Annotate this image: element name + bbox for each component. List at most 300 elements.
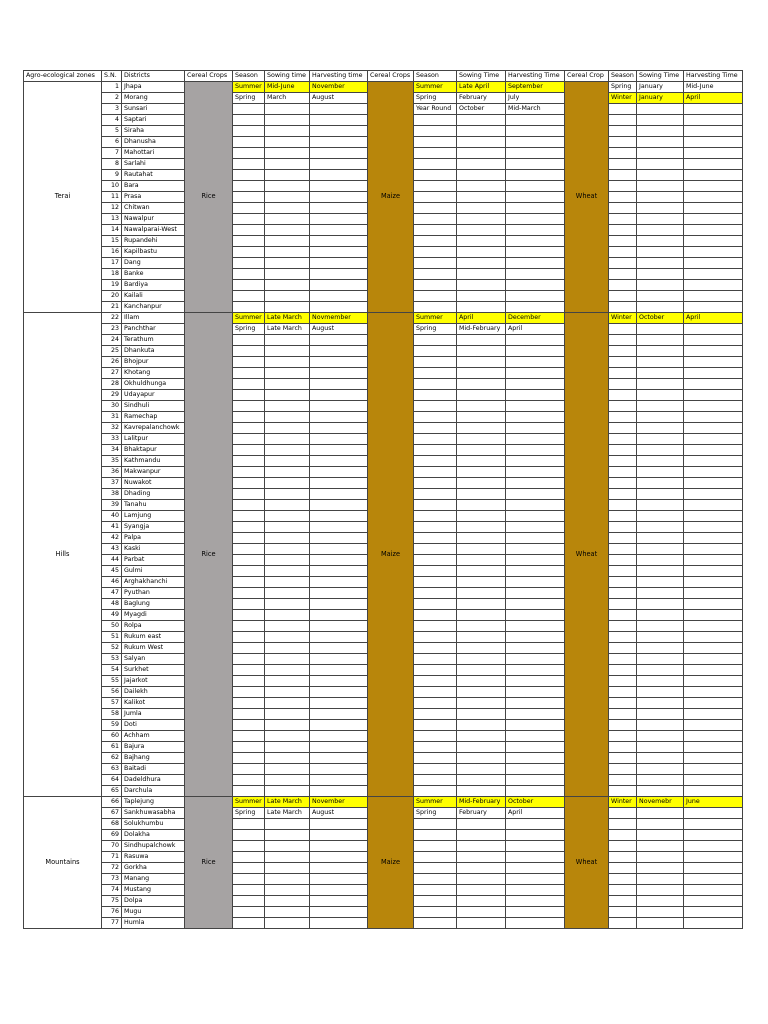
maize-harvest-cell: [506, 610, 565, 621]
wheat-harvest-cell: [684, 610, 743, 621]
wheat-sowing-cell: [637, 885, 684, 896]
wheat-sowing-cell: [637, 786, 684, 797]
maize-season-cell: [414, 401, 457, 412]
maize-sowing-cell: [457, 126, 506, 137]
rice-harvest-cell: [310, 863, 368, 874]
maize-season-cell: [414, 731, 457, 742]
maize-season-cell: [414, 544, 457, 555]
rice-season-cell: [233, 302, 265, 313]
maize-season-cell: [414, 291, 457, 302]
rice-sowing-cell: [265, 522, 310, 533]
rice-season-cell: [233, 643, 265, 654]
wheat-harvest-cell: [684, 786, 743, 797]
maize-harvest-cell: July: [506, 93, 565, 104]
wheat-harvest-cell: [684, 885, 743, 896]
rice-harvest-cell: [310, 665, 368, 676]
maize-harvest-cell: [506, 599, 565, 610]
wheat-harvest-cell: [684, 632, 743, 643]
rice-harvest-cell: [310, 720, 368, 731]
wheat-sowing-cell: [637, 610, 684, 621]
rice-sowing-cell: [265, 852, 310, 863]
rice-sowing-cell: [265, 720, 310, 731]
rice-sowing-cell: [265, 335, 310, 346]
serial-number-cell: 24: [102, 335, 122, 346]
wheat-sowing-cell: [637, 830, 684, 841]
serial-number-cell: 26: [102, 357, 122, 368]
wheat-sowing-cell: [637, 478, 684, 489]
wheat-sowing-cell: [637, 819, 684, 830]
rice-sowing-cell: [265, 467, 310, 478]
rice-season-cell: [233, 456, 265, 467]
rice-season-cell: [233, 665, 265, 676]
rice-sowing-cell: [265, 170, 310, 181]
maize-sowing-cell: [457, 764, 506, 775]
maize-sowing-cell: [457, 467, 506, 478]
maize-season-cell: [414, 236, 457, 247]
rice-harvest-cell: [310, 203, 368, 214]
maize-harvest-cell: [506, 379, 565, 390]
rice-sowing-cell: [265, 632, 310, 643]
wheat-season-cell: [609, 181, 637, 192]
wheat-sowing-cell: [637, 863, 684, 874]
maize-harvest-cell: [506, 896, 565, 907]
maize-sowing-cell: [457, 148, 506, 159]
maize-harvest-cell: [506, 445, 565, 456]
maize-harvest-cell: September: [506, 82, 565, 93]
rice-harvest-cell: [310, 566, 368, 577]
serial-number-cell: 65: [102, 786, 122, 797]
wheat-sowing-cell: [637, 368, 684, 379]
rice-harvest-cell: [310, 896, 368, 907]
rice-sowing-cell: [265, 621, 310, 632]
rice-sowing-cell: [265, 610, 310, 621]
wheat-sowing-cell: [637, 357, 684, 368]
serial-number-cell: 46: [102, 577, 122, 588]
maize-sowing-cell: [457, 115, 506, 126]
wheat-season-cell: [609, 709, 637, 720]
district-cell: Nawalparai-West: [122, 225, 185, 236]
rice-season-cell: [233, 742, 265, 753]
rice-season-cell: [233, 676, 265, 687]
maize-harvest-cell: [506, 698, 565, 709]
maize-sowing-cell: [457, 192, 506, 203]
rice-sowing-cell: [265, 236, 310, 247]
rice-season-cell: [233, 621, 265, 632]
wheat-sowing-cell: [637, 511, 684, 522]
maize-season-cell: Spring: [414, 324, 457, 335]
crop-calendar-table: [23, 70, 743, 929]
maize-sowing-cell: [457, 533, 506, 544]
serial-number-cell: 10: [102, 181, 122, 192]
maize-harvest-cell: [506, 555, 565, 566]
maize-harvest-cell: [506, 390, 565, 401]
serial-number-cell: 77: [102, 918, 122, 929]
maize-sowing-cell: [457, 214, 506, 225]
maize-sowing-cell: [457, 291, 506, 302]
rice-harvest-cell: [310, 918, 368, 929]
maize-harvest-cell: [506, 753, 565, 764]
wheat-season-cell: [609, 874, 637, 885]
wheat-sowing-cell: [637, 489, 684, 500]
rice-harvest-cell: [310, 544, 368, 555]
wheat-season-cell: [609, 214, 637, 225]
district-cell: Dolakha: [122, 830, 185, 841]
maize-season-cell: Summer: [414, 313, 457, 324]
maize-season-cell: [414, 357, 457, 368]
wheat-harvest-cell: [684, 269, 743, 280]
rice-sowing-cell: [265, 192, 310, 203]
rice-harvest-cell: [310, 775, 368, 786]
district-cell: Jumla: [122, 709, 185, 720]
serial-number-cell: 67: [102, 808, 122, 819]
wheat-harvest-cell: [684, 148, 743, 159]
wheat-harvest-cell: [684, 247, 743, 258]
rice-sowing-cell: [265, 423, 310, 434]
maize-harvest-cell: [506, 489, 565, 500]
maize-season-cell: [414, 269, 457, 280]
wheat-harvest-cell: [684, 918, 743, 929]
maize-season-cell: [414, 610, 457, 621]
wheat-sowing-cell: [637, 621, 684, 632]
serial-number-cell: 1: [102, 82, 122, 93]
rice-harvest-cell: [310, 346, 368, 357]
district-cell: Achham: [122, 731, 185, 742]
maize-harvest-cell: [506, 720, 565, 731]
rice-harvest-cell: [310, 874, 368, 885]
rice-season-cell: [233, 115, 265, 126]
maize-sowing-cell: Mid-February: [457, 797, 506, 808]
rice-crop-cell: Rice: [185, 797, 233, 929]
wheat-season-cell: [609, 533, 637, 544]
wheat-season-cell: [609, 357, 637, 368]
wheat-sowing-cell: [637, 643, 684, 654]
rice-harvest-cell: [310, 423, 368, 434]
serial-number-cell: 27: [102, 368, 122, 379]
maize-sowing-cell: [457, 368, 506, 379]
maize-sowing-cell: [457, 137, 506, 148]
maize-crop-cell: Maize: [368, 313, 414, 797]
maize-sowing-cell: [457, 489, 506, 500]
wheat-harvest-cell: [684, 533, 743, 544]
wheat-season-cell: [609, 610, 637, 621]
rice-sowing-cell: [265, 302, 310, 313]
header-wheat-season: Season: [609, 71, 637, 82]
rice-harvest-cell: [310, 830, 368, 841]
wheat-season-cell: [609, 203, 637, 214]
wheat-sowing-cell: [637, 379, 684, 390]
wheat-harvest-cell: [684, 742, 743, 753]
wheat-sowing-cell: [637, 654, 684, 665]
serial-number-cell: 22: [102, 313, 122, 324]
maize-sowing-cell: [457, 918, 506, 929]
rice-harvest-cell: [310, 401, 368, 412]
wheat-season-cell: [609, 698, 637, 709]
district-cell: Kathmandu: [122, 456, 185, 467]
rice-season-cell: [233, 225, 265, 236]
rice-harvest-cell: [310, 621, 368, 632]
rice-sowing-cell: [265, 280, 310, 291]
maize-season-cell: [414, 687, 457, 698]
rice-season-cell: [233, 357, 265, 368]
serial-number-cell: 38: [102, 489, 122, 500]
wheat-sowing-cell: [637, 401, 684, 412]
rice-season-cell: [233, 412, 265, 423]
wheat-harvest-cell: [684, 115, 743, 126]
maize-sowing-cell: [457, 731, 506, 742]
maize-sowing-cell: [457, 500, 506, 511]
zone-cell: Hills: [24, 313, 102, 797]
wheat-harvest-cell: [684, 808, 743, 819]
wheat-harvest-cell: [684, 500, 743, 511]
serial-number-cell: 43: [102, 544, 122, 555]
wheat-sowing-cell: [637, 533, 684, 544]
header-districts: Districts: [122, 71, 185, 82]
wheat-season-cell: [609, 665, 637, 676]
wheat-sowing-cell: Novemebr: [637, 797, 684, 808]
maize-harvest-cell: [506, 544, 565, 555]
rice-sowing-cell: [265, 599, 310, 610]
maize-harvest-cell: [506, 665, 565, 676]
rice-harvest-cell: [310, 115, 368, 126]
wheat-harvest-cell: [684, 203, 743, 214]
maize-sowing-cell: [457, 632, 506, 643]
rice-sowing-cell: Late March: [265, 324, 310, 335]
wheat-season-cell: [609, 808, 637, 819]
wheat-season-cell: [609, 742, 637, 753]
rice-season-cell: [233, 588, 265, 599]
wheat-season-cell: [609, 764, 637, 775]
maize-harvest-cell: [506, 577, 565, 588]
maize-harvest-cell: [506, 885, 565, 896]
maize-harvest-cell: [506, 225, 565, 236]
rice-harvest-cell: [310, 225, 368, 236]
rice-season-cell: [233, 852, 265, 863]
maize-season-cell: [414, 500, 457, 511]
rice-harvest-cell: Novmember: [310, 313, 368, 324]
wheat-harvest-cell: [684, 258, 743, 269]
maize-season-cell: [414, 467, 457, 478]
rice-harvest-cell: [310, 764, 368, 775]
wheat-harvest-cell: [684, 775, 743, 786]
wheat-sowing-cell: [637, 841, 684, 852]
wheat-sowing-cell: [637, 665, 684, 676]
serial-number-cell: 72: [102, 863, 122, 874]
wheat-season-cell: [609, 412, 637, 423]
maize-season-cell: [414, 423, 457, 434]
maize-sowing-cell: [457, 863, 506, 874]
rice-season-cell: [233, 192, 265, 203]
serial-number-cell: 39: [102, 500, 122, 511]
maize-season-cell: [414, 390, 457, 401]
rice-harvest-cell: [310, 753, 368, 764]
wheat-season-cell: [609, 885, 637, 896]
wheat-sowing-cell: [637, 874, 684, 885]
maize-harvest-cell: [506, 467, 565, 478]
serial-number-cell: 13: [102, 214, 122, 225]
maize-sowing-cell: [457, 577, 506, 588]
maize-harvest-cell: [506, 500, 565, 511]
wheat-season-cell: [609, 401, 637, 412]
rice-harvest-cell: [310, 159, 368, 170]
rice-season-cell: Summer: [233, 313, 265, 324]
wheat-harvest-cell: [684, 225, 743, 236]
wheat-sowing-cell: [637, 456, 684, 467]
rice-season-cell: [233, 423, 265, 434]
maize-sowing-cell: [457, 720, 506, 731]
rice-season-cell: [233, 841, 265, 852]
maize-harvest-cell: [506, 731, 565, 742]
wheat-harvest-cell: [684, 841, 743, 852]
wheat-harvest-cell: [684, 346, 743, 357]
header-rice-crop: Cereal Crops: [185, 71, 233, 82]
wheat-harvest-cell: [684, 192, 743, 203]
wheat-harvest-cell: [684, 467, 743, 478]
wheat-sowing-cell: [637, 346, 684, 357]
maize-season-cell: [414, 698, 457, 709]
wheat-harvest-cell: [684, 357, 743, 368]
rice-season-cell: [233, 885, 265, 896]
wheat-season-cell: [609, 390, 637, 401]
maize-season-cell: [414, 918, 457, 929]
rice-sowing-cell: [265, 104, 310, 115]
wheat-harvest-cell: [684, 236, 743, 247]
serial-number-cell: 48: [102, 599, 122, 610]
maize-sowing-cell: [457, 874, 506, 885]
district-cell: Terathum: [122, 335, 185, 346]
wheat-season-cell: [609, 863, 637, 874]
wheat-season-cell: [609, 654, 637, 665]
maize-season-cell: [414, 203, 457, 214]
district-cell: Rukum West: [122, 643, 185, 654]
wheat-crop-cell: Wheat: [565, 797, 609, 929]
rice-season-cell: Summer: [233, 82, 265, 93]
district-cell: Gorkha: [122, 863, 185, 874]
serial-number-cell: 8: [102, 159, 122, 170]
serial-number-cell: 25: [102, 346, 122, 357]
rice-harvest-cell: [310, 214, 368, 225]
serial-number-cell: 61: [102, 742, 122, 753]
wheat-season-cell: Winter: [609, 797, 637, 808]
rice-harvest-cell: [310, 148, 368, 159]
district-cell: Rolpa: [122, 621, 185, 632]
rice-harvest-cell: [310, 445, 368, 456]
district-cell: Baitadi: [122, 764, 185, 775]
wheat-sowing-cell: [637, 742, 684, 753]
wheat-crop-cell: Wheat: [565, 313, 609, 797]
wheat-season-cell: [609, 819, 637, 830]
rice-season-cell: [233, 786, 265, 797]
rice-sowing-cell: [265, 775, 310, 786]
district-cell: Mustang: [122, 885, 185, 896]
wheat-sowing-cell: [637, 764, 684, 775]
wheat-sowing-cell: [637, 522, 684, 533]
rice-season-cell: [233, 709, 265, 720]
rice-season-cell: [233, 610, 265, 621]
rice-sowing-cell: [265, 742, 310, 753]
rice-sowing-cell: [265, 753, 310, 764]
maize-sowing-cell: [457, 225, 506, 236]
wheat-season-cell: [609, 544, 637, 555]
rice-season-cell: [233, 753, 265, 764]
serial-number-cell: 3: [102, 104, 122, 115]
rice-season-cell: [233, 247, 265, 258]
wheat-season-cell: [609, 225, 637, 236]
wheat-sowing-cell: [637, 225, 684, 236]
wheat-harvest-cell: [684, 544, 743, 555]
wheat-sowing-cell: [637, 918, 684, 929]
wheat-harvest-cell: [684, 412, 743, 423]
rice-season-cell: [233, 291, 265, 302]
maize-season-cell: [414, 533, 457, 544]
wheat-sowing-cell: [637, 247, 684, 258]
maize-harvest-cell: [506, 764, 565, 775]
rice-season-cell: [233, 390, 265, 401]
serial-number-cell: 2: [102, 93, 122, 104]
rice-sowing-cell: [265, 863, 310, 874]
maize-harvest-cell: Mid-March: [506, 104, 565, 115]
wheat-sowing-cell: [637, 412, 684, 423]
maize-season-cell: [414, 170, 457, 181]
wheat-harvest-cell: April: [684, 313, 743, 324]
maize-sowing-cell: [457, 566, 506, 577]
district-cell: Kaski: [122, 544, 185, 555]
serial-number-cell: 55: [102, 676, 122, 687]
rice-harvest-cell: [310, 170, 368, 181]
maize-sowing-cell: [457, 599, 506, 610]
wheat-sowing-cell: October: [637, 313, 684, 324]
rice-harvest-cell: August: [310, 808, 368, 819]
maize-season-cell: [414, 786, 457, 797]
wheat-harvest-cell: [684, 478, 743, 489]
wheat-harvest-cell: [684, 379, 743, 390]
rice-sowing-cell: [265, 148, 310, 159]
maize-harvest-cell: [506, 654, 565, 665]
district-cell: Dhanusha: [122, 137, 185, 148]
maize-season-cell: [414, 764, 457, 775]
rice-sowing-cell: [265, 533, 310, 544]
rice-sowing-cell: [265, 841, 310, 852]
rice-season-cell: [233, 445, 265, 456]
wheat-sowing-cell: [637, 148, 684, 159]
maize-harvest-cell: [506, 115, 565, 126]
maize-season-cell: [414, 643, 457, 654]
district-cell: Rautahat: [122, 170, 185, 181]
maize-sowing-cell: April: [457, 313, 506, 324]
district-cell: Okhuldhunga: [122, 379, 185, 390]
rice-sowing-cell: [265, 214, 310, 225]
wheat-harvest-cell: [684, 126, 743, 137]
rice-season-cell: [233, 467, 265, 478]
rice-sowing-cell: [265, 566, 310, 577]
serial-number-cell: 23: [102, 324, 122, 335]
maize-season-cell: [414, 379, 457, 390]
district-cell: Udayapur: [122, 390, 185, 401]
maize-season-cell: [414, 753, 457, 764]
maize-harvest-cell: October: [506, 797, 565, 808]
rice-sowing-cell: [265, 874, 310, 885]
rice-harvest-cell: [310, 357, 368, 368]
serial-number-cell: 16: [102, 247, 122, 258]
maize-harvest-cell: [506, 907, 565, 918]
maize-sowing-cell: February: [457, 808, 506, 819]
maize-harvest-cell: April: [506, 324, 565, 335]
wheat-sowing-cell: [637, 104, 684, 115]
table-row: [24, 313, 743, 324]
rice-harvest-cell: [310, 291, 368, 302]
rice-sowing-cell: [265, 654, 310, 665]
rice-sowing-cell: [265, 577, 310, 588]
wheat-season-cell: [609, 555, 637, 566]
